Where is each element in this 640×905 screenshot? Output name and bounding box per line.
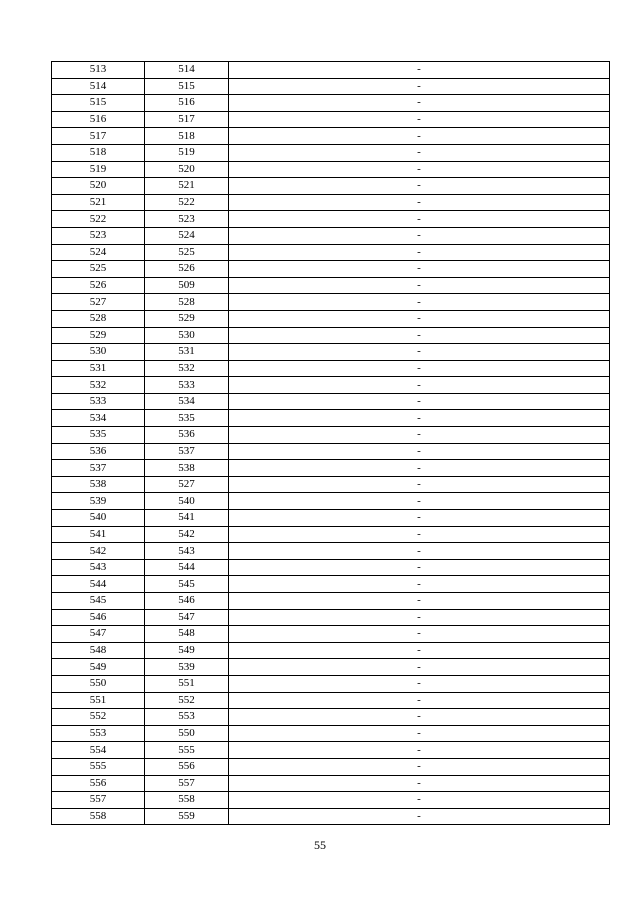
table-cell-col-2: 551 bbox=[145, 675, 229, 692]
table-cell-col-2: 516 bbox=[145, 95, 229, 112]
table-cell-col-2: 540 bbox=[145, 493, 229, 510]
table-cell-col-1: 522 bbox=[52, 211, 145, 228]
table-row bbox=[52, 161, 610, 178]
table-row bbox=[52, 526, 610, 543]
table-cell-col-2: 553 bbox=[145, 709, 229, 726]
table-row bbox=[52, 294, 610, 311]
table-cell-col-3: - bbox=[229, 443, 610, 460]
table-cell-col-1: 549 bbox=[52, 659, 145, 676]
table-cell-col-2: 556 bbox=[145, 758, 229, 775]
table-cell-col-3: - bbox=[229, 62, 610, 79]
table-cell-col-2: 517 bbox=[145, 111, 229, 128]
table-cell-col-2: 555 bbox=[145, 742, 229, 759]
table-row bbox=[52, 609, 610, 626]
table-cell-col-2: 547 bbox=[145, 609, 229, 626]
table-cell-col-1: 527 bbox=[52, 294, 145, 311]
table-row bbox=[52, 675, 610, 692]
table-cell-col-1: 554 bbox=[52, 742, 145, 759]
table-cell-col-3: - bbox=[229, 642, 610, 659]
table-cell-col-3: - bbox=[229, 675, 610, 692]
table-row bbox=[52, 692, 610, 709]
table-cell-col-3: - bbox=[229, 659, 610, 676]
table-cell-col-1: 539 bbox=[52, 493, 145, 510]
table-row bbox=[52, 709, 610, 726]
table-cell-col-1: 545 bbox=[52, 593, 145, 610]
table-cell-col-1: 533 bbox=[52, 393, 145, 410]
table-cell-col-2: 546 bbox=[145, 593, 229, 610]
table-row bbox=[52, 725, 610, 742]
table-cell-col-1: 547 bbox=[52, 626, 145, 643]
table-row bbox=[52, 95, 610, 112]
table-cell-col-2: 539 bbox=[145, 659, 229, 676]
table-cell-col-3: - bbox=[229, 344, 610, 361]
table-cell-col-2: 524 bbox=[145, 227, 229, 244]
table-cell-col-2: 550 bbox=[145, 725, 229, 742]
table-row bbox=[52, 227, 610, 244]
table-cell-col-1: 530 bbox=[52, 344, 145, 361]
table-cell-col-1: 523 bbox=[52, 227, 145, 244]
table-cell-col-3: - bbox=[229, 95, 610, 112]
table-cell-col-2: 544 bbox=[145, 559, 229, 576]
table-cell-col-2: 545 bbox=[145, 576, 229, 593]
table-cell-col-1: 543 bbox=[52, 559, 145, 576]
table-row bbox=[52, 128, 610, 145]
table-cell-col-2: 531 bbox=[145, 344, 229, 361]
table-row bbox=[52, 410, 610, 427]
table-cell-col-1: 513 bbox=[52, 62, 145, 79]
table-row bbox=[52, 144, 610, 161]
table-row bbox=[52, 427, 610, 444]
table-cell-col-3: - bbox=[229, 510, 610, 527]
table-cell-col-3: - bbox=[229, 78, 610, 95]
table-row bbox=[52, 593, 610, 610]
table-cell-col-1: 517 bbox=[52, 128, 145, 145]
table-cell-col-3: - bbox=[229, 626, 610, 643]
table-cell-col-2: 536 bbox=[145, 427, 229, 444]
table-cell-col-1: 546 bbox=[52, 609, 145, 626]
table-cell-col-1: 537 bbox=[52, 460, 145, 477]
table-row bbox=[52, 758, 610, 775]
table-row bbox=[52, 476, 610, 493]
table-cell-col-2: 523 bbox=[145, 211, 229, 228]
table-cell-col-1: 544 bbox=[52, 576, 145, 593]
table-cell-col-2: 532 bbox=[145, 360, 229, 377]
table-cell-col-3: - bbox=[229, 543, 610, 560]
table-cell-col-3: - bbox=[229, 410, 610, 427]
table-row bbox=[52, 62, 610, 79]
table-row bbox=[52, 626, 610, 643]
table-cell-col-1: 552 bbox=[52, 709, 145, 726]
table-cell-col-1: 529 bbox=[52, 327, 145, 344]
table-cell-col-2: 527 bbox=[145, 476, 229, 493]
table-body bbox=[52, 62, 610, 825]
table-cell-col-1: 521 bbox=[52, 194, 145, 211]
table-row bbox=[52, 310, 610, 327]
table-row bbox=[52, 460, 610, 477]
table-cell-col-2: 535 bbox=[145, 410, 229, 427]
table-row bbox=[52, 244, 610, 261]
table-cell-col-1: 557 bbox=[52, 792, 145, 809]
data-table bbox=[51, 61, 610, 825]
table-row bbox=[52, 493, 610, 510]
table-cell-col-3: - bbox=[229, 609, 610, 626]
table-cell-col-1: 525 bbox=[52, 261, 145, 278]
table-cell-col-2: 509 bbox=[145, 277, 229, 294]
table-cell-col-1: 550 bbox=[52, 675, 145, 692]
table-cell-col-1: 518 bbox=[52, 144, 145, 161]
table-cell-col-3: - bbox=[229, 427, 610, 444]
table-row bbox=[52, 194, 610, 211]
table-cell-col-3: - bbox=[229, 393, 610, 410]
table-row bbox=[52, 178, 610, 195]
table-cell-col-2: 519 bbox=[145, 144, 229, 161]
table-cell-col-3: - bbox=[229, 476, 610, 493]
table-cell-col-3: - bbox=[229, 460, 610, 477]
table-cell-col-3: - bbox=[229, 493, 610, 510]
table-row bbox=[52, 277, 610, 294]
table-cell-col-1: 551 bbox=[52, 692, 145, 709]
table-cell-col-3: - bbox=[229, 808, 610, 825]
table-cell-col-3: - bbox=[229, 161, 610, 178]
table-cell-col-3: - bbox=[229, 593, 610, 610]
table-row bbox=[52, 393, 610, 410]
table-cell-col-1: 519 bbox=[52, 161, 145, 178]
table-cell-col-3: - bbox=[229, 360, 610, 377]
table-cell-col-2: 549 bbox=[145, 642, 229, 659]
table-cell-col-2: 548 bbox=[145, 626, 229, 643]
table-cell-col-1: 531 bbox=[52, 360, 145, 377]
table-cell-col-3: - bbox=[229, 211, 610, 228]
table-row bbox=[52, 360, 610, 377]
table-cell-col-2: 557 bbox=[145, 775, 229, 792]
table-row bbox=[52, 642, 610, 659]
table-cell-col-1: 515 bbox=[52, 95, 145, 112]
table-row bbox=[52, 576, 610, 593]
table-cell-col-2: 533 bbox=[145, 377, 229, 394]
table-cell-col-3: - bbox=[229, 111, 610, 128]
table-cell-col-1: 516 bbox=[52, 111, 145, 128]
table-cell-col-1: 556 bbox=[52, 775, 145, 792]
table-row bbox=[52, 327, 610, 344]
table-row bbox=[52, 543, 610, 560]
table-row bbox=[52, 510, 610, 527]
table-cell-col-3: - bbox=[229, 692, 610, 709]
table-cell-col-3: - bbox=[229, 725, 610, 742]
table-cell-col-3: - bbox=[229, 377, 610, 394]
table-cell-col-2: 518 bbox=[145, 128, 229, 145]
table-row bbox=[52, 559, 610, 576]
table-row bbox=[52, 443, 610, 460]
table-cell-col-3: - bbox=[229, 327, 610, 344]
table-cell-col-1: 540 bbox=[52, 510, 145, 527]
table-cell-col-2: 525 bbox=[145, 244, 229, 261]
table-cell-col-1: 526 bbox=[52, 277, 145, 294]
table-cell-col-1: 558 bbox=[52, 808, 145, 825]
table-cell-col-2: 514 bbox=[145, 62, 229, 79]
table-cell-col-2: 537 bbox=[145, 443, 229, 460]
table-cell-col-1: 524 bbox=[52, 244, 145, 261]
table-cell-col-3: - bbox=[229, 144, 610, 161]
table-row bbox=[52, 78, 610, 95]
table-cell-col-3: - bbox=[229, 277, 610, 294]
table-row bbox=[52, 344, 610, 361]
table-cell-col-2: 559 bbox=[145, 808, 229, 825]
table-row bbox=[52, 742, 610, 759]
table-cell-col-2: 520 bbox=[145, 161, 229, 178]
table-cell-col-3: - bbox=[229, 775, 610, 792]
table-cell-col-2: 541 bbox=[145, 510, 229, 527]
table-cell-col-1: 538 bbox=[52, 476, 145, 493]
table-cell-col-1: 532 bbox=[52, 377, 145, 394]
table-row bbox=[52, 111, 610, 128]
table-cell-col-2: 526 bbox=[145, 261, 229, 278]
table-row bbox=[52, 377, 610, 394]
table-cell-col-3: - bbox=[229, 244, 610, 261]
table-cell-col-3: - bbox=[229, 178, 610, 195]
table-row bbox=[52, 659, 610, 676]
table-cell-col-1: 553 bbox=[52, 725, 145, 742]
table-cell-col-1: 520 bbox=[52, 178, 145, 195]
table-cell-col-1: 535 bbox=[52, 427, 145, 444]
table-cell-col-2: 515 bbox=[145, 78, 229, 95]
table-cell-col-3: - bbox=[229, 576, 610, 593]
table-cell-col-3: - bbox=[229, 742, 610, 759]
table-cell-col-2: 534 bbox=[145, 393, 229, 410]
table-cell-col-2: 543 bbox=[145, 543, 229, 560]
table-cell-col-3: - bbox=[229, 128, 610, 145]
table-cell-col-2: 558 bbox=[145, 792, 229, 809]
table-cell-col-1: 542 bbox=[52, 543, 145, 560]
table-cell-col-2: 529 bbox=[145, 310, 229, 327]
table-cell-col-1: 528 bbox=[52, 310, 145, 327]
table-cell-col-2: 522 bbox=[145, 194, 229, 211]
table-row bbox=[52, 775, 610, 792]
table-cell-col-3: - bbox=[229, 559, 610, 576]
table-cell-col-2: 542 bbox=[145, 526, 229, 543]
table-cell-col-2: 538 bbox=[145, 460, 229, 477]
table-cell-col-1: 541 bbox=[52, 526, 145, 543]
table-cell-col-2: 552 bbox=[145, 692, 229, 709]
table-cell-col-3: - bbox=[229, 709, 610, 726]
table-row bbox=[52, 808, 610, 825]
table-cell-col-3: - bbox=[229, 758, 610, 775]
table-cell-col-1: 548 bbox=[52, 642, 145, 659]
table-cell-col-2: 521 bbox=[145, 178, 229, 195]
table-cell-col-3: - bbox=[229, 294, 610, 311]
table-cell-col-3: - bbox=[229, 526, 610, 543]
page-number: 55 bbox=[314, 838, 326, 852]
table-cell-col-1: 536 bbox=[52, 443, 145, 460]
table-cell-col-3: - bbox=[229, 261, 610, 278]
table-cell-col-3: - bbox=[229, 792, 610, 809]
table-row bbox=[52, 211, 610, 228]
table-cell-col-1: 514 bbox=[52, 78, 145, 95]
table-row bbox=[52, 261, 610, 278]
table-cell-col-3: - bbox=[229, 227, 610, 244]
table-cell-col-1: 534 bbox=[52, 410, 145, 427]
table-cell-col-3: - bbox=[229, 310, 610, 327]
table-cell-col-1: 555 bbox=[52, 758, 145, 775]
table-cell-col-3: - bbox=[229, 194, 610, 211]
table-row bbox=[52, 792, 610, 809]
table-cell-col-2: 530 bbox=[145, 327, 229, 344]
table-cell-col-2: 528 bbox=[145, 294, 229, 311]
